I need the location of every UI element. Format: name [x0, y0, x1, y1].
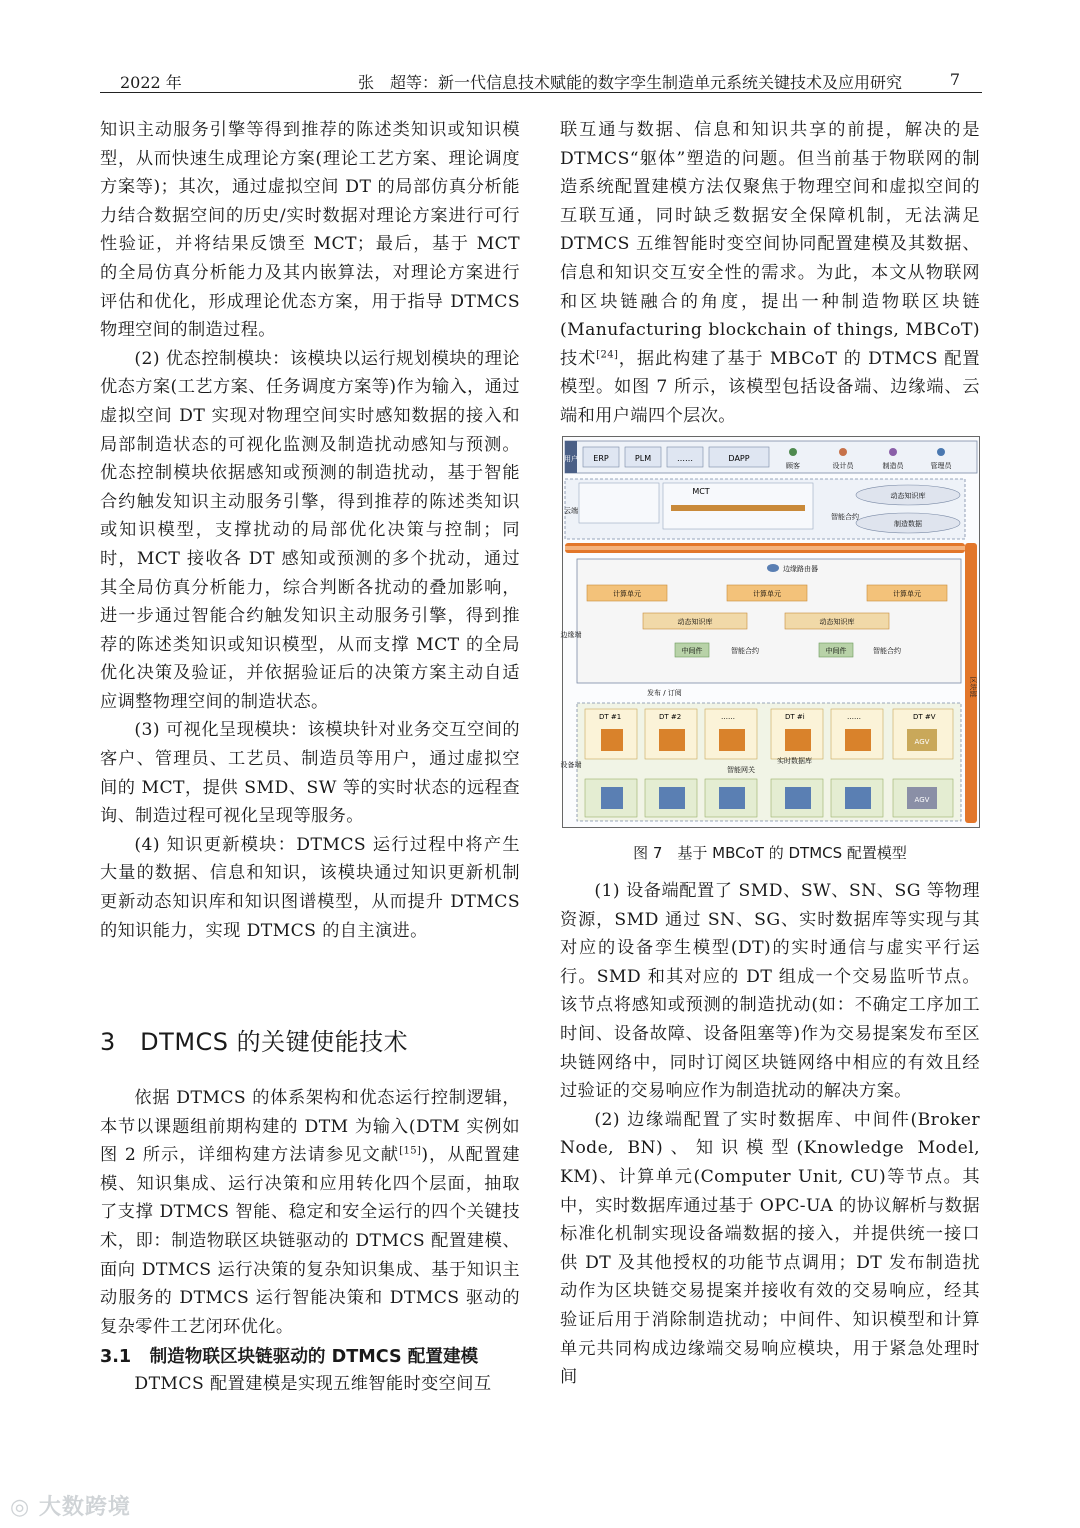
rtdb-label: 实时数据库	[777, 757, 812, 765]
header-title: 张 超等：新一代信息技术赋能的数字孪生制造单元系统关键技术及应用研究	[358, 73, 903, 92]
cloud-db-label: 制造数据	[894, 520, 922, 528]
router-icon	[767, 564, 779, 572]
agv-label: AGV	[914, 738, 930, 746]
dt-label: DT #i	[785, 713, 805, 721]
mbcot-diagram	[560, 437, 979, 827]
header-year: 2022 年	[120, 73, 182, 92]
paragraph: 联互通与数据、信息和知识共享的前提，解决的是 DTMCS“躯体”塑造的问题。但当前基于物联网的制造系统配置建模方法仅聚焦于物理空间和虚拟空间的互联互通，同时缺乏数据安全保障机制，无法满足 DTMCS 五维智能时变空间协同配置建模及其数据、信息和知识交互安全性的需求。为此，本文从物联网和区块链融合的角度，提出一种制造物联区块链(Manufacturing blockchain of things, MBCoT)技术[24]，据此构建了基于 MBCoT 的 DTMCS 配置模型。如图 7 所示，该模型包括设备端、边缘端、云端和用户端四个层次。	[560, 120, 980, 426]
cnc-icon	[845, 729, 871, 751]
machine-icon	[659, 787, 685, 809]
paragraph: (3) 可视化呈现模块：该模块针对业务交互空间的客户、管理员、工艺员、制造员等用户，通过虚拟空间的 MCT，提供 SMD、SW 等的实时状态的远程查询、制造过程可视化呈现等服务。	[100, 720, 520, 827]
paragraph: 知识主动服务引擎等得到推荐的陈述类知识或知识模型，从而快速生成理论方案(理论工艺方案、理论调度方案等)；其次，通过虚拟空间 DT 的局部仿真分析能力结合数据空间的历史/实时数据对理论方案进行可行性验证，并将结果反馈至 MCT；最后，基于 MCT 的全局仿真分析能力及其内嵌算法，对理论方案进行评估和优化，形成理论优态方案，用于指导 DTMCS 物理空间的制造过程。	[100, 120, 520, 341]
dt-label: ……	[847, 713, 861, 721]
factory-icon	[719, 787, 745, 809]
layer-label-cloud: 云端	[564, 507, 578, 515]
edge-contract: 智能合约	[873, 647, 901, 655]
factory-icon	[719, 729, 745, 751]
subsection-title: 制造物联区块链驱动的 DTMCS 配置建模	[149, 1347, 479, 1367]
edge-kb-label: 动态知识库	[677, 618, 713, 626]
citation: [24]	[596, 349, 619, 361]
dt-label: DT #V	[913, 713, 936, 721]
mct-label: MCT	[692, 487, 710, 496]
edge-kb-label: 动态知识库	[819, 618, 855, 626]
dt-label: DT #2	[659, 713, 682, 721]
paragraph: (1) 设备端配置了 SMD、SW、SN、SG 等物理资源，SMD 通过 SN、SG、实时数据库等实现与其对应的设备孪生模型(DT)的实时通信与虚实平行运行。SMD 和其对应的 DT 组成一个交易监听节点。该节点将感知或预测的制造扰动(如：不确定工序加工时间、设备故障、设备阻塞等)作为交易提案发布至区块链网络中，同时订阅区块链网络中相应的有效且经过验证的交易响应作为制造扰动的解决方案。	[560, 881, 980, 1102]
app-plm: PLM	[634, 454, 652, 463]
edge-contract: 智能合约	[731, 647, 759, 655]
cloud-nodes	[579, 483, 659, 523]
user-apps	[583, 447, 769, 467]
app-more: ……	[677, 454, 693, 463]
section-heading	[100, 1022, 408, 1057]
layer-label-edge: 边缘端	[560, 631, 582, 639]
role-admin: 管理员	[930, 462, 952, 470]
maker-icon	[889, 448, 897, 456]
role-maker: 制造员	[882, 462, 904, 470]
admin-icon	[937, 448, 945, 456]
cu-label: 计算单元	[753, 590, 781, 598]
layer-label-device: 设备端	[560, 761, 582, 769]
cu-label: 计算单元	[613, 590, 641, 598]
layer-label-chain: 区块链	[969, 676, 977, 698]
pubsub-label: 发布 / 订阅	[647, 689, 682, 697]
cnc-icon	[845, 787, 871, 809]
paragraph: (4) 知识更新模块：DTMCS 运行过程中将产生大量的数据、信息和知识，该模块通过知识更新机制更新动态知识库和知识图谱模型，从而提升 DTMCS 的知识能力，实现 DTMCS 的自主演进。	[100, 834, 520, 941]
customer-icon	[789, 448, 797, 456]
app-erp: ERP	[593, 454, 609, 463]
mw-label: 中间件	[681, 647, 703, 655]
role-customer: 顾客	[786, 462, 800, 470]
app-dapp: DAPP	[728, 454, 750, 463]
cloud-kb-label: 动态知识库	[890, 492, 926, 500]
paragraph: 依据 DTMCS 的体系架构和优态运行控制逻辑，本节以课题组前期构建的 DTM 为输入(DTM 实例如图 2 所示，详细构建方法请参见文献[15])，从配置建模、知识集成、运行决策和应用转化四个层面，抽取了支撑 DTMCS 智能、稳定和安全运行的四个关键技术，即：制造物联区块链驱动的 DTMCS 配置建模、面向 DTMCS 运行决策的复杂知识集成、基于知识主动服务的 DTMCS 运行智能决策和 DTMCS 驱动的复杂零件工艺闭环优化。	[100, 1088, 520, 1337]
section-intro	[100, 1084, 520, 1341]
right-column-lower	[560, 877, 980, 1392]
page-number: 7	[949, 70, 960, 89]
mw-label: 中间件	[825, 647, 847, 655]
right-column	[560, 116, 980, 431]
left-column	[100, 116, 520, 945]
subsection-number: 3.1	[100, 1347, 132, 1367]
edge-layer	[577, 559, 961, 683]
dt-label: ……	[721, 713, 735, 721]
chain-band-top	[565, 543, 965, 553]
robot-arm-icon	[601, 729, 623, 751]
crane-icon	[785, 787, 811, 809]
router-label: 边缘路由器	[783, 565, 818, 573]
paragraph: (2) 边缘端配置了实时数据库、中间件(Broker Node, BN)、知识模型(Knowledge Model, KM)、计算单元(Computer Unit, CU)等节点。其中，实时数据库通过基于 OPC-UA 的协议解析与数据标准化机制实现设备端数据的接入，并提供统一接口供 DT 及其他授权的功能节点调用；DT 发布制造扰动作为区块链交易提案并接收有效的交易响应，经其验证后用于消除制造扰动；中间件、知识模型和计算单元共同构成边缘端交易响应模块，用于紧急处理时间	[560, 1109, 980, 1388]
paragraph: DTMCS 配置建模是实现五维智能时变空间互	[134, 1374, 492, 1394]
gateway-label: 智能网关	[727, 766, 755, 774]
layer-label-user: 用户	[564, 455, 578, 463]
agv-label: AGV	[914, 796, 930, 804]
cloud-contract: 智能合约	[831, 513, 859, 521]
dt-label: DT #1	[599, 713, 622, 721]
figure-7	[562, 436, 980, 828]
cu-label: 计算单元	[893, 590, 921, 598]
section-number: 3	[100, 1028, 116, 1056]
designer-icon	[839, 448, 847, 456]
machine-icon	[659, 729, 685, 751]
role-designer: 设计员	[832, 462, 854, 470]
paragraph: (2) 优态控制模块：该模块以运行规划模块的理论优态方案(工艺方案、任务调度方案等)作为输入，通过虚拟空间 DT 实现对物理空间实时感知数据的接入和局部制造状态的可视化监测及制造扰动感知与预测。优态控制模块依据感知或预测的制造扰动，基于智能合约触发知识主动服务引擎，得到推荐的陈述类知识或知识模型，支撑扰动的局部优化决策与控制；同时，MCT 接收各 DT 感知或预测的多个扰动，通过其全局仿真分析能力，综合判断各扰动的叠加影响，进一步通过智能合约触发知识主动服务引擎，得到推荐的陈述类知识或知识模型，从而支撑 MCT 的全局优化决策及验证，并依据验证后的决策方案主动自适应调整物理空间的制造状态。	[100, 348, 520, 712]
header-rule	[100, 92, 982, 93]
robot-arm-icon	[601, 787, 623, 809]
edge-compute-units	[587, 585, 947, 601]
running-header	[100, 68, 982, 92]
subsection-text	[100, 1370, 520, 1399]
figure-caption: 图 7 基于 MBCoT 的 DTMCS 配置模型	[633, 844, 907, 862]
watermark-logo: ◎ 大数跨境	[10, 1495, 131, 1520]
mct-line	[671, 505, 805, 511]
crane-icon	[785, 729, 811, 751]
section-title: DTMCS 的关键使能技术	[140, 1028, 409, 1056]
subsection-heading	[100, 1343, 478, 1368]
citation: [15]	[399, 1145, 422, 1157]
